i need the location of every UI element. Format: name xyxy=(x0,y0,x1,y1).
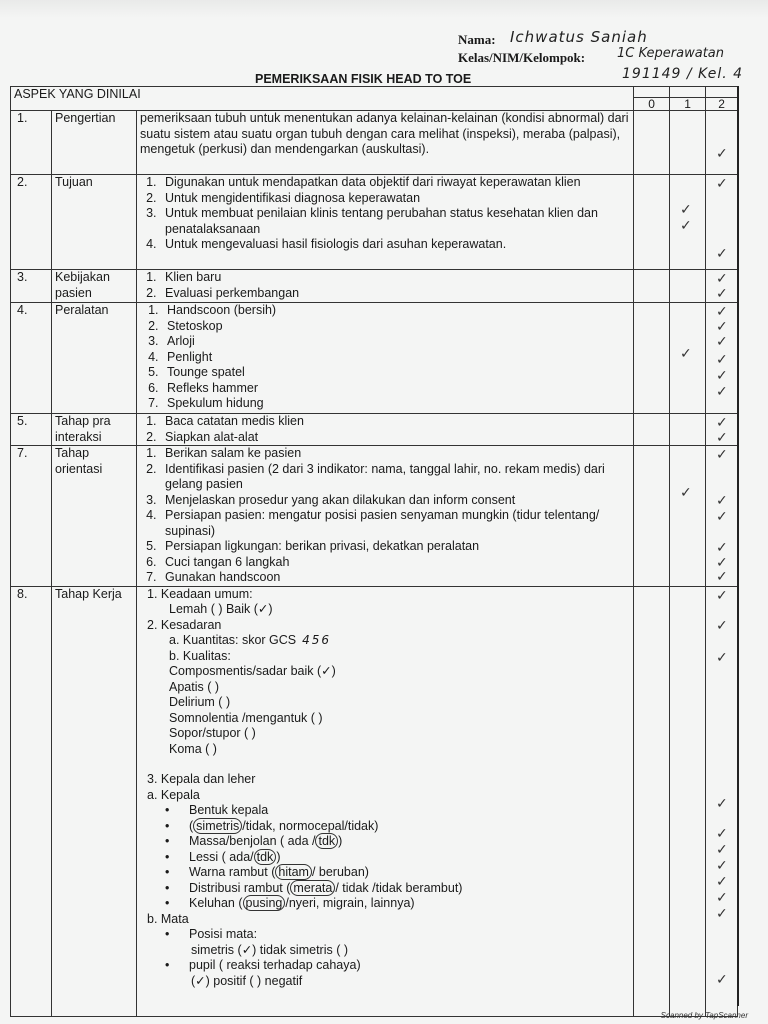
row-number: 8. xyxy=(11,586,52,1016)
check-mark-icon: ✓ xyxy=(716,447,728,463)
check-mark-icon: ✓ xyxy=(716,795,728,812)
kerja-line: 2. Kesadaran xyxy=(147,617,222,632)
kerja-line: Lessi ( ada/ xyxy=(189,849,254,864)
score-1-cell xyxy=(670,446,706,587)
table-row xyxy=(11,446,738,587)
list-item: 3. Menjelaskan prosedur yang akan dilakukan dan inform consent xyxy=(160,493,630,509)
check-mark-icon: ✓ xyxy=(716,368,728,384)
row-aspect: Tujuan xyxy=(52,175,137,270)
header-score-2: 2 xyxy=(706,98,738,111)
check-mark-icon: ✓ xyxy=(716,415,728,431)
nim-value: 191149 / Kel. 4 xyxy=(622,66,744,82)
table-row xyxy=(11,586,738,1016)
scanner-watermark: Scanned by TapScanner xyxy=(660,1011,748,1020)
list-item: 1. Berikan salam ke pasien xyxy=(160,446,630,462)
check-mark-icon: ✓ xyxy=(716,352,728,368)
circled-answer: tdk xyxy=(315,833,338,849)
kerja-line: a. Kepala xyxy=(147,787,200,802)
check-mark-icon: ✓ xyxy=(716,649,728,666)
circled-answer: pusing xyxy=(243,895,286,911)
list-item: 4. Penlight xyxy=(162,350,630,366)
check-mark-icon: ✓ xyxy=(680,346,692,362)
list-item: 6. Cuci tangan 6 langkah xyxy=(160,555,630,571)
assessment-table xyxy=(10,86,738,1017)
kelas-value: 1C Keperawatan xyxy=(617,46,725,61)
check-mark-icon: ✓ xyxy=(716,540,728,556)
row-aspect: Kebijakan pasien xyxy=(52,270,137,303)
table-row xyxy=(11,111,738,175)
check-mark-icon: ✓ xyxy=(716,176,728,192)
kerja-line: Somnolentia /mengantuk ( ) xyxy=(169,710,323,725)
score-1-cell xyxy=(670,175,706,270)
check-mark-icon: ✓ xyxy=(716,905,728,922)
check-mark-icon: ✓ xyxy=(680,485,692,501)
kerja-line: Distribusi rambut ( xyxy=(189,880,291,895)
row-aspect: Tahap orientasi xyxy=(52,446,137,587)
check-mark-icon: ✓ xyxy=(716,430,728,446)
list-item: 1. Handscoon (bersih) xyxy=(162,303,630,319)
kerja-line: ) xyxy=(276,849,281,864)
kerja-line: b. Kualitas: xyxy=(169,648,231,663)
kelas-label: Kelas/NIM/Kelompok: xyxy=(458,50,586,65)
list-item: 1. Klien baru xyxy=(160,270,630,286)
gcs-score-handwritten: 456 xyxy=(302,633,332,647)
table-row xyxy=(11,270,738,303)
score-2-cell xyxy=(706,586,738,1016)
score-2-cell xyxy=(706,175,738,270)
kerja-line: Bentuk kepala xyxy=(189,803,269,817)
list-item: 4. Untuk mengevaluasi hasil fisiologis dari asuhan keperawatan. xyxy=(160,237,630,253)
row-aspect: Pengertian xyxy=(52,111,137,175)
row-content xyxy=(137,446,634,587)
list-item: 5. Tounge spatel xyxy=(162,365,630,381)
score-2-cell xyxy=(706,270,738,303)
check-mark-icon: ✓ xyxy=(716,841,728,858)
row-aspect: Tahap pra interaksi xyxy=(52,414,137,446)
kerja-line: Delirium ( ) xyxy=(169,695,231,709)
row-aspect: Tahap Kerja xyxy=(52,586,137,1016)
kerja-line: / beruban) xyxy=(311,865,369,879)
list-item: 7. Gunakan handscoon xyxy=(160,570,630,586)
kerja-line: Sopor/stupor ( ) xyxy=(169,726,256,740)
list-item: 7. Spekulum hidung xyxy=(162,396,630,412)
score-2-cell xyxy=(706,414,738,446)
header-aspek: ASPEK YANG DINILAI xyxy=(11,87,634,111)
kerja-line: /nyeri, migrain, lainnya) xyxy=(285,896,415,910)
list-item: 4. Persiapan pasien: mengatur posisi pasien senyaman mungkin (tidur telentang/ supinasi) xyxy=(160,508,630,539)
list-item: 3. Arloji xyxy=(162,334,630,350)
kerja-line: Koma ( ) xyxy=(169,741,217,756)
circled-answer: simetris xyxy=(193,818,242,834)
score-1-cell xyxy=(670,303,706,414)
score-2-cell xyxy=(706,446,738,587)
row-content xyxy=(137,303,634,414)
list-item: 2. Siapkan alat-alat xyxy=(160,430,630,446)
kerja-line: ) xyxy=(338,834,343,848)
check-mark-icon: ✓ xyxy=(716,334,728,350)
table-row xyxy=(11,414,738,446)
row-number: 5. xyxy=(11,414,52,446)
scan-edge xyxy=(0,0,768,18)
check-mark-icon: ✓ xyxy=(716,319,728,335)
kerja-line: 1. Keadaan umum: xyxy=(147,586,253,601)
row-content xyxy=(137,175,634,270)
kerja-line: Lemah ( ) Baik (✓) xyxy=(169,602,273,616)
kerja-line: Apatis ( ) xyxy=(169,679,220,694)
check-mark-icon: ✓ xyxy=(716,246,728,262)
nama-value: Ichwatus Saniah xyxy=(510,28,648,46)
check-mark-icon: ✓ xyxy=(716,873,728,890)
score-2-cell xyxy=(706,111,738,175)
row-number: 3. xyxy=(11,270,52,303)
header-score-1: 1 xyxy=(670,98,706,111)
list-item: 3. Untuk membuat penilaian klinis tentang perubahan status kesehatan klien dan penatalaksanaan xyxy=(160,206,630,237)
kerja-line: pupil ( reaksi terhadap cahaya) xyxy=(189,958,361,972)
check-mark-icon: ✓ xyxy=(716,493,728,509)
check-mark-icon: ✓ xyxy=(716,971,728,988)
list-item: 1. Digunakan untuk mendapatkan data objektif dari riwayat keperawatan klien xyxy=(160,175,630,191)
kerja-line: Posisi mata: xyxy=(189,927,258,941)
nama-label: Nama: xyxy=(458,32,496,47)
check-mark-icon: ✓ xyxy=(716,587,728,604)
circled-answer: tdk xyxy=(254,849,277,865)
list-item: 6. Refleks hammer xyxy=(162,381,630,397)
row-number: 2. xyxy=(11,175,52,270)
kerja-line: / tidak /tidak berambut) xyxy=(335,880,463,895)
list-item: 2. Untuk mengidentifikasi diagnosa keperawatan xyxy=(160,191,630,207)
list-item: 2. Identifikasi pasien (2 dari 3 indikator: nama, tanggal lahir, no. rekam medis) dari gelang pasien xyxy=(160,462,630,493)
list-item: 5. Persiapan ligkungan: berikan privasi, dekatkan peralatan xyxy=(160,539,630,555)
list-item: 2. Evaluasi perkembangan xyxy=(160,286,630,302)
check-mark-icon: ✓ xyxy=(716,509,728,525)
kerja-line: 3. Kepala dan leher xyxy=(147,772,256,786)
check-mark-icon: ✓ xyxy=(716,555,728,571)
row-number: 7. xyxy=(11,446,52,587)
kerja-line: simetris (✓) tidak simetris ( ) xyxy=(191,942,349,957)
score-2-cell xyxy=(706,303,738,414)
check-mark-icon: ✓ xyxy=(680,202,692,218)
kerja-line: Warna rambut ( xyxy=(189,865,276,879)
list-item: 2. Stetoskop xyxy=(162,319,630,335)
kerja-line: Keluhan ( xyxy=(189,896,243,910)
check-mark-icon: ✓ xyxy=(716,889,728,906)
kerja-line: b. Mata xyxy=(147,911,189,926)
row-aspect: Peralatan xyxy=(52,303,137,414)
row-content: 1. Keadaan umum: Lemah ( ) Baik (✓) 2. Kesadaran a. Kuantitas: skor GCS 456 b. Kualitas: Composmentis/sadar baik (✓) Apatis ( ) Delirium ( ) Somnolentia /mengantuk ( ) Sopor/stupor ( ) Koma ( ) 3. Kepala dan leher a. Kepala • Bentuk kepala • ( simetris /tidak, normocepal/tidak) • Massa/benjolan ( ada / tdk ) • Lessi ( ada/ tdk ) • Warna rambut ( hitam / beruban) • Distribusi rambut ( merata / tidak /tidak berambut) • Keluhan ( pusing /nyeri, migrain, lainnya) b. Mata • Posisi mata: simetris (✓) tidak simetris ( ) • pupil ( reaksi terhadap cahaya) (✓) positif ( ) negatif xyxy=(137,586,634,1016)
check-mark-icon: ✓ xyxy=(716,271,728,287)
row-number: 4. xyxy=(11,303,52,414)
check-mark-icon: ✓ xyxy=(716,825,728,842)
row-content xyxy=(137,270,634,303)
page-edge-line xyxy=(737,86,739,1006)
kerja-line: Composmentis/sadar baik (✓) xyxy=(169,664,336,678)
circled-answer: merata xyxy=(290,880,335,896)
row-content xyxy=(137,414,634,446)
row-number: 1. xyxy=(11,111,52,175)
check-mark-icon: ✓ xyxy=(716,569,728,585)
page-title: PEMERIKSAAN FISIK HEAD TO TOE xyxy=(255,72,472,86)
check-mark-icon: ✓ xyxy=(716,304,728,320)
row-content: pemeriksaan tubuh untuk menentukan adanya kelainan-kelainan (kondisi abnormal) dari suatu sistem atau suatu organ tubuh dengan cara melihat (inspeksi), meraba (palpasi), mengetuk (perkusi) dan mendengarkan (auskultasi). xyxy=(137,111,634,175)
check-mark-icon: ✓ xyxy=(716,384,728,400)
header-score-0: 0 xyxy=(634,98,670,111)
kerja-line: /tidak, normocepal/tidak) xyxy=(242,818,379,833)
check-mark-icon: ✓ xyxy=(716,286,728,302)
kerja-line: a. Kuantitas: skor GCS xyxy=(169,633,297,647)
kerja-line: Massa/benjolan ( ada / xyxy=(189,834,316,848)
check-mark-icon: ✓ xyxy=(716,857,728,874)
circled-answer: hitam xyxy=(275,864,312,880)
table-row xyxy=(11,175,738,270)
check-mark-icon: ✓ xyxy=(716,146,728,162)
check-mark-icon: ✓ xyxy=(716,617,728,634)
table-row xyxy=(11,303,738,414)
list-item: 1. Baca catatan medis klien xyxy=(160,414,630,430)
check-mark-icon: ✓ xyxy=(680,218,692,234)
kerja-line: (✓) positif ( ) negatif xyxy=(191,973,303,988)
